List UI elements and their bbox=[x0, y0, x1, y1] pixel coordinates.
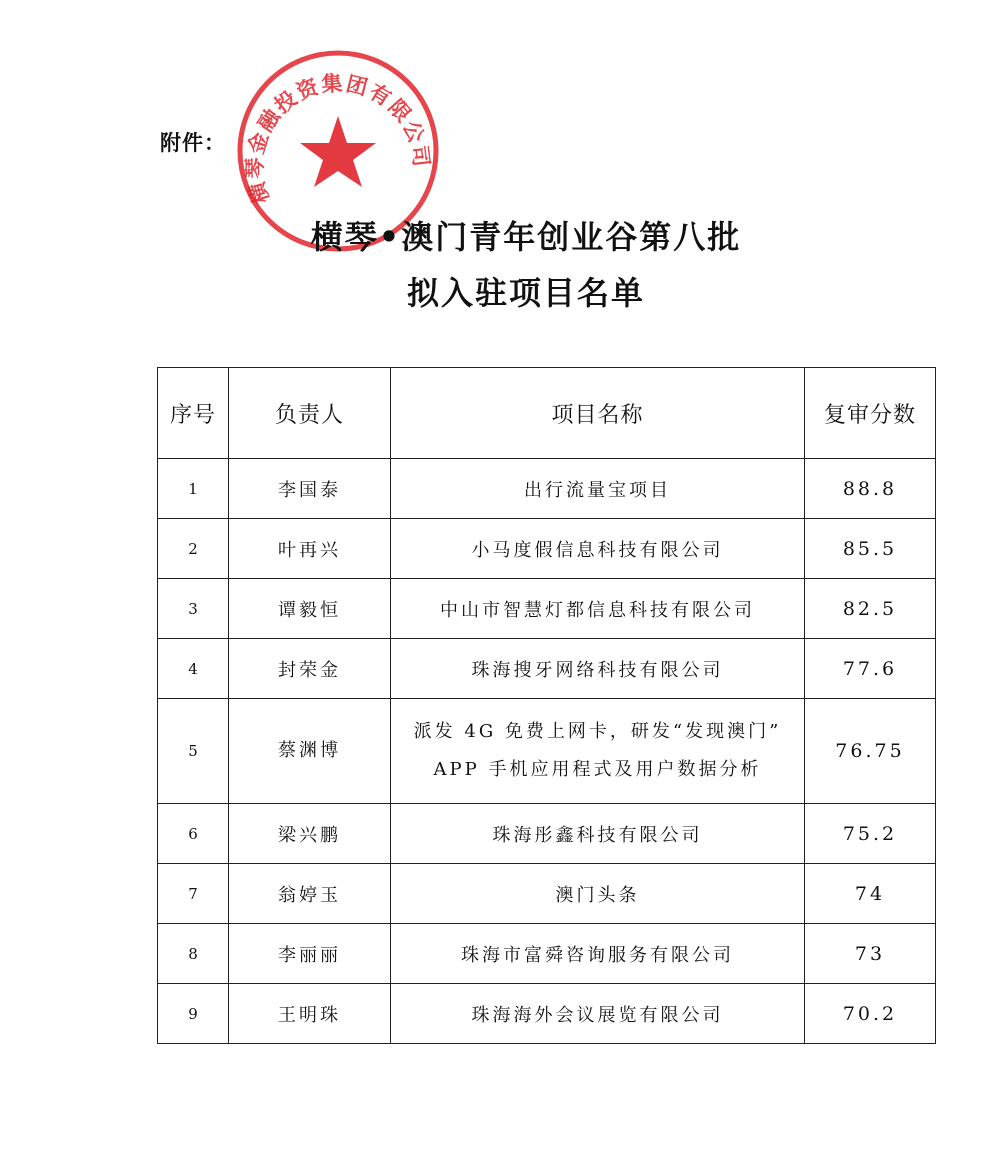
row-score: 85.5 bbox=[805, 519, 936, 579]
row-no: 2 bbox=[158, 519, 229, 579]
row-person: 叶再兴 bbox=[229, 519, 391, 579]
row-no: 7 bbox=[158, 864, 229, 924]
header-no: 序号 bbox=[158, 368, 229, 459]
row-person: 梁兴鹏 bbox=[229, 804, 391, 864]
row-project: 珠海海外会议展览有限公司 bbox=[391, 984, 805, 1044]
table-row bbox=[158, 519, 936, 579]
row-project: 中山市智慧灯都信息科技有限公司 bbox=[391, 579, 805, 639]
document-title-line1: 横琴•澳门青年创业谷第八批 bbox=[310, 218, 742, 256]
table-row bbox=[158, 639, 936, 699]
table-row bbox=[158, 699, 936, 804]
row-project: 澳门头条 bbox=[391, 864, 805, 924]
table-row bbox=[158, 864, 936, 924]
row-person: 王明珠 bbox=[229, 984, 391, 1044]
row-score: 73 bbox=[805, 924, 936, 984]
row-score: 88.8 bbox=[805, 459, 936, 519]
row-person: 李国泰 bbox=[229, 459, 391, 519]
table-row bbox=[158, 804, 936, 864]
row-person: 李丽丽 bbox=[229, 924, 391, 984]
table-row bbox=[158, 984, 936, 1044]
row-project: 小马度假信息科技有限公司 bbox=[391, 519, 805, 579]
table-row bbox=[158, 579, 936, 639]
row-no: 5 bbox=[158, 699, 229, 804]
row-no: 8 bbox=[158, 924, 229, 984]
table-header-row bbox=[158, 368, 936, 459]
row-project: 出行流量宝项目 bbox=[391, 459, 805, 519]
row-person: 翁婷玉 bbox=[229, 864, 391, 924]
row-project-line2: APP 手机应用程式及用户数据分析 bbox=[433, 759, 762, 780]
row-project: 珠海彤鑫科技有限公司 bbox=[391, 804, 805, 864]
row-no: 9 bbox=[158, 984, 229, 1044]
row-score: 76.75 bbox=[805, 699, 936, 804]
row-person: 蔡渊博 bbox=[229, 699, 391, 804]
row-no: 4 bbox=[158, 639, 229, 699]
row-score: 77.6 bbox=[805, 639, 936, 699]
seal-star-icon bbox=[300, 116, 376, 187]
row-no: 3 bbox=[158, 579, 229, 639]
row-project: 珠海搜牙网络科技有限公司 bbox=[391, 639, 805, 699]
header-score: 复审分数 bbox=[805, 368, 936, 459]
project-list-table bbox=[157, 367, 936, 1044]
row-person: 封荣金 bbox=[229, 639, 391, 699]
row-score: 82.5 bbox=[805, 579, 936, 639]
document-title-line2: 拟入驻项目名单 bbox=[406, 274, 645, 312]
attachment-label: 附件： bbox=[160, 131, 226, 155]
row-no: 1 bbox=[158, 459, 229, 519]
row-project: 珠海市富舜咨询服务有限公司 bbox=[391, 924, 805, 984]
row-person: 谭毅恒 bbox=[229, 579, 391, 639]
row-project-line1: 派发 4G 免费上网卡，研发“发现澳门” bbox=[413, 721, 782, 742]
table-row bbox=[158, 924, 936, 984]
row-score: 75.2 bbox=[805, 804, 936, 864]
header-person: 负责人 bbox=[229, 368, 391, 459]
seal-text: 横琴金融投资集团有限公司 bbox=[242, 71, 434, 207]
row-score: 74 bbox=[805, 864, 936, 924]
row-no: 6 bbox=[158, 804, 229, 864]
table-row bbox=[158, 459, 936, 519]
header-project: 项目名称 bbox=[391, 368, 805, 459]
row-score: 70.2 bbox=[805, 984, 936, 1044]
row-project bbox=[391, 699, 805, 804]
